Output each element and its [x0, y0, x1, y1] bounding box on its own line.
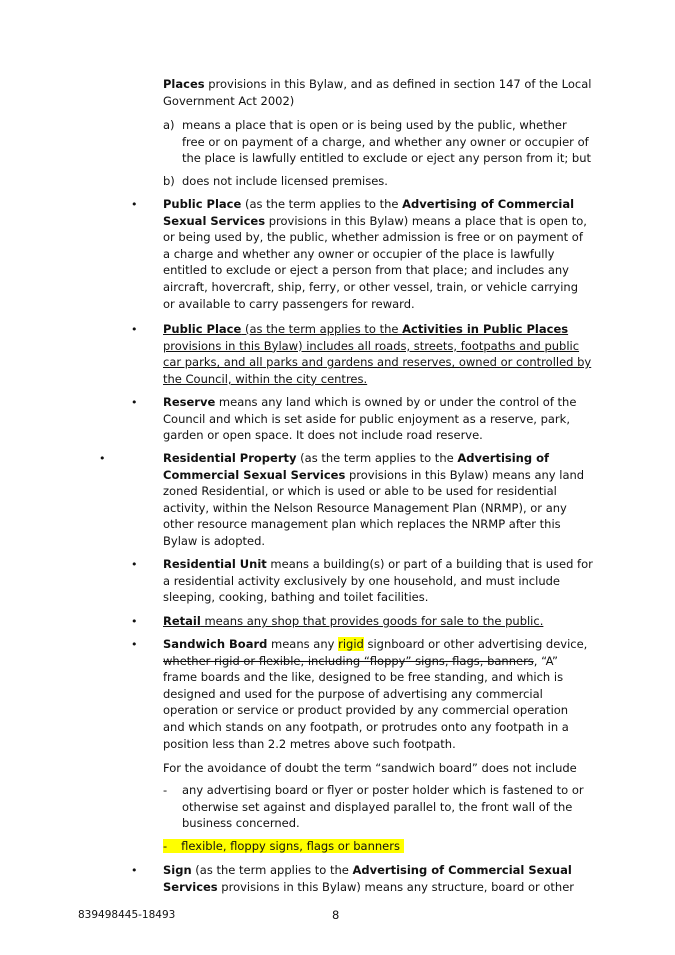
- bullet-icon: •: [131, 198, 138, 211]
- bullet-icon: •: [99, 452, 106, 465]
- bullet-icon: •: [131, 864, 138, 877]
- definition-text: (as the term applies to the: [296, 451, 458, 465]
- definition-bold-ref: Advertising of Commercial Sexual Services: [163, 197, 575, 228]
- definition-residential-unit: [163, 556, 593, 606]
- intro-item-b: [163, 173, 593, 190]
- definition-text: provisions in this Bylaw) includes all roads, streets, footpaths and public car parks, and all parks and gardens and reserves, owned or controlled by the Council, within the city centres.: [163, 338, 592, 386]
- definition-residential-property: [163, 450, 593, 550]
- item-label: a): [163, 118, 175, 132]
- definition-term: Retail: [163, 614, 201, 628]
- intro-item-a: [163, 117, 593, 167]
- definition-retail: [163, 613, 593, 630]
- bullet-icon: •: [131, 323, 138, 336]
- definition-text: means any shop that provides goods for sale to the public.: [204, 614, 544, 628]
- definition-bold-ref: Activities in Public Places: [402, 322, 569, 336]
- intro-paragraph: [163, 76, 593, 109]
- struck-deletion: whether rigid or flexible, including “floppy” signs, flags, banners: [163, 653, 534, 668]
- exclusion-item-highlighted: [163, 838, 593, 855]
- definition-text: signboard or other advertising device,: [363, 637, 588, 651]
- definition-text: (as the term applies to the: [191, 863, 353, 877]
- bullet-icon: •: [131, 615, 138, 628]
- bullet-icon: •: [131, 558, 138, 571]
- bullet-icon: •: [131, 638, 138, 651]
- definition-text: (as the term applies to the: [241, 322, 403, 336]
- dash-marker: -: [163, 783, 168, 797]
- definition-term: Reserve: [163, 395, 216, 409]
- avoidance-text: For the avoidance of doubt the term “sandwich board” does not include: [163, 761, 577, 775]
- definition-term: Sandwich Board: [163, 637, 268, 651]
- page-number: 8: [332, 908, 340, 922]
- dash-marker: -: [163, 839, 168, 853]
- definition-bold-ref: Advertising of Commercial Sexual Services: [163, 451, 549, 482]
- definition-sign: [163, 862, 593, 895]
- definition-term: Residential Property: [163, 451, 297, 465]
- exclusion-text: any advertising board or flyer or poster holder which is fastened to or otherwise set against and displayed parallel to, the front wall of the business concerned.: [182, 783, 584, 831]
- definition-term: Public Place: [163, 322, 242, 336]
- definition-reserve: [163, 394, 593, 444]
- definition-public-place-advertising: [163, 196, 593, 312]
- avoidance-paragraph: [163, 760, 593, 777]
- exclusion-item: [163, 782, 593, 832]
- definition-term: Sign: [163, 863, 192, 877]
- bullet-icon: •: [131, 396, 138, 409]
- definition-text: , “A” frame boards and the like, designed to be free standing, and which is designed and used for the purpose of advertising any commercial operation or service or product provided by any commercial operation and which stands on any footpath, or protrudes onto any footpath in a position less than 2.2 metres above such footpath.: [163, 653, 569, 751]
- definition-term: Residential Unit: [163, 557, 267, 571]
- intro-text: provisions in this Bylaw, and as defined in section 147 of the Local Government Act 2002): [163, 77, 592, 108]
- item-text: means a place that is open or is being used by the public, whether free or on payment of a charge, and whether any owner or occupier of the place is lawfully entitled to exclude or eject any person from it; but: [182, 118, 591, 166]
- highlighted-insertion: rigid: [338, 637, 364, 651]
- definition-text: provisions in this Bylaw) means a place that is open to, or being used by, the public, whether admission is free or on payment of a charge and whether any owner or occupier of the place is lawfully entitled to exclude or eject a person from that place; and includes any aircraft, hovercraft, ship, ferry, or other vessel, train, or vehicle carrying or available to carry passengers for reward.: [163, 213, 587, 311]
- definition-public-place-activities: [163, 321, 593, 387]
- intro-term: Places: [163, 77, 205, 91]
- item-text: does not include licensed premises.: [182, 174, 388, 188]
- document-id: 839498445-18493: [78, 909, 176, 921]
- definition-text: provisions in this Bylaw) means any land zoned Residential, or which is used or able to be used for residential activity, within the Nelson Resource Management Plan (NRMP), or any other resource management plan which replaces the NRMP after this Bylaw is adopted.: [163, 467, 585, 548]
- definition-text: means any land which is owned by or under the control of the Council and which is set aside for public enjoyment as a reserve, park, garden or open space. It does not include road reserve.: [163, 395, 577, 443]
- exclusion-text: flexible, floppy signs, flags or banners: [181, 839, 400, 853]
- definition-text: means a building(s) or part of a building that is used for a residential activity exclusively by one household, and must include sleeping, cooking, bathing and toilet facilities.: [163, 557, 593, 605]
- definition-sandwich-board: [163, 636, 593, 752]
- item-label: b): [163, 174, 175, 188]
- definition-text: (as the term applies to the: [241, 197, 403, 211]
- definition-text: means any: [267, 637, 339, 651]
- definition-text: provisions in this Bylaw) means any structure, board or other: [217, 879, 575, 894]
- definition-bold-ref: Advertising of Commercial Sexual Services: [163, 863, 572, 894]
- definition-term: Public Place: [163, 197, 242, 211]
